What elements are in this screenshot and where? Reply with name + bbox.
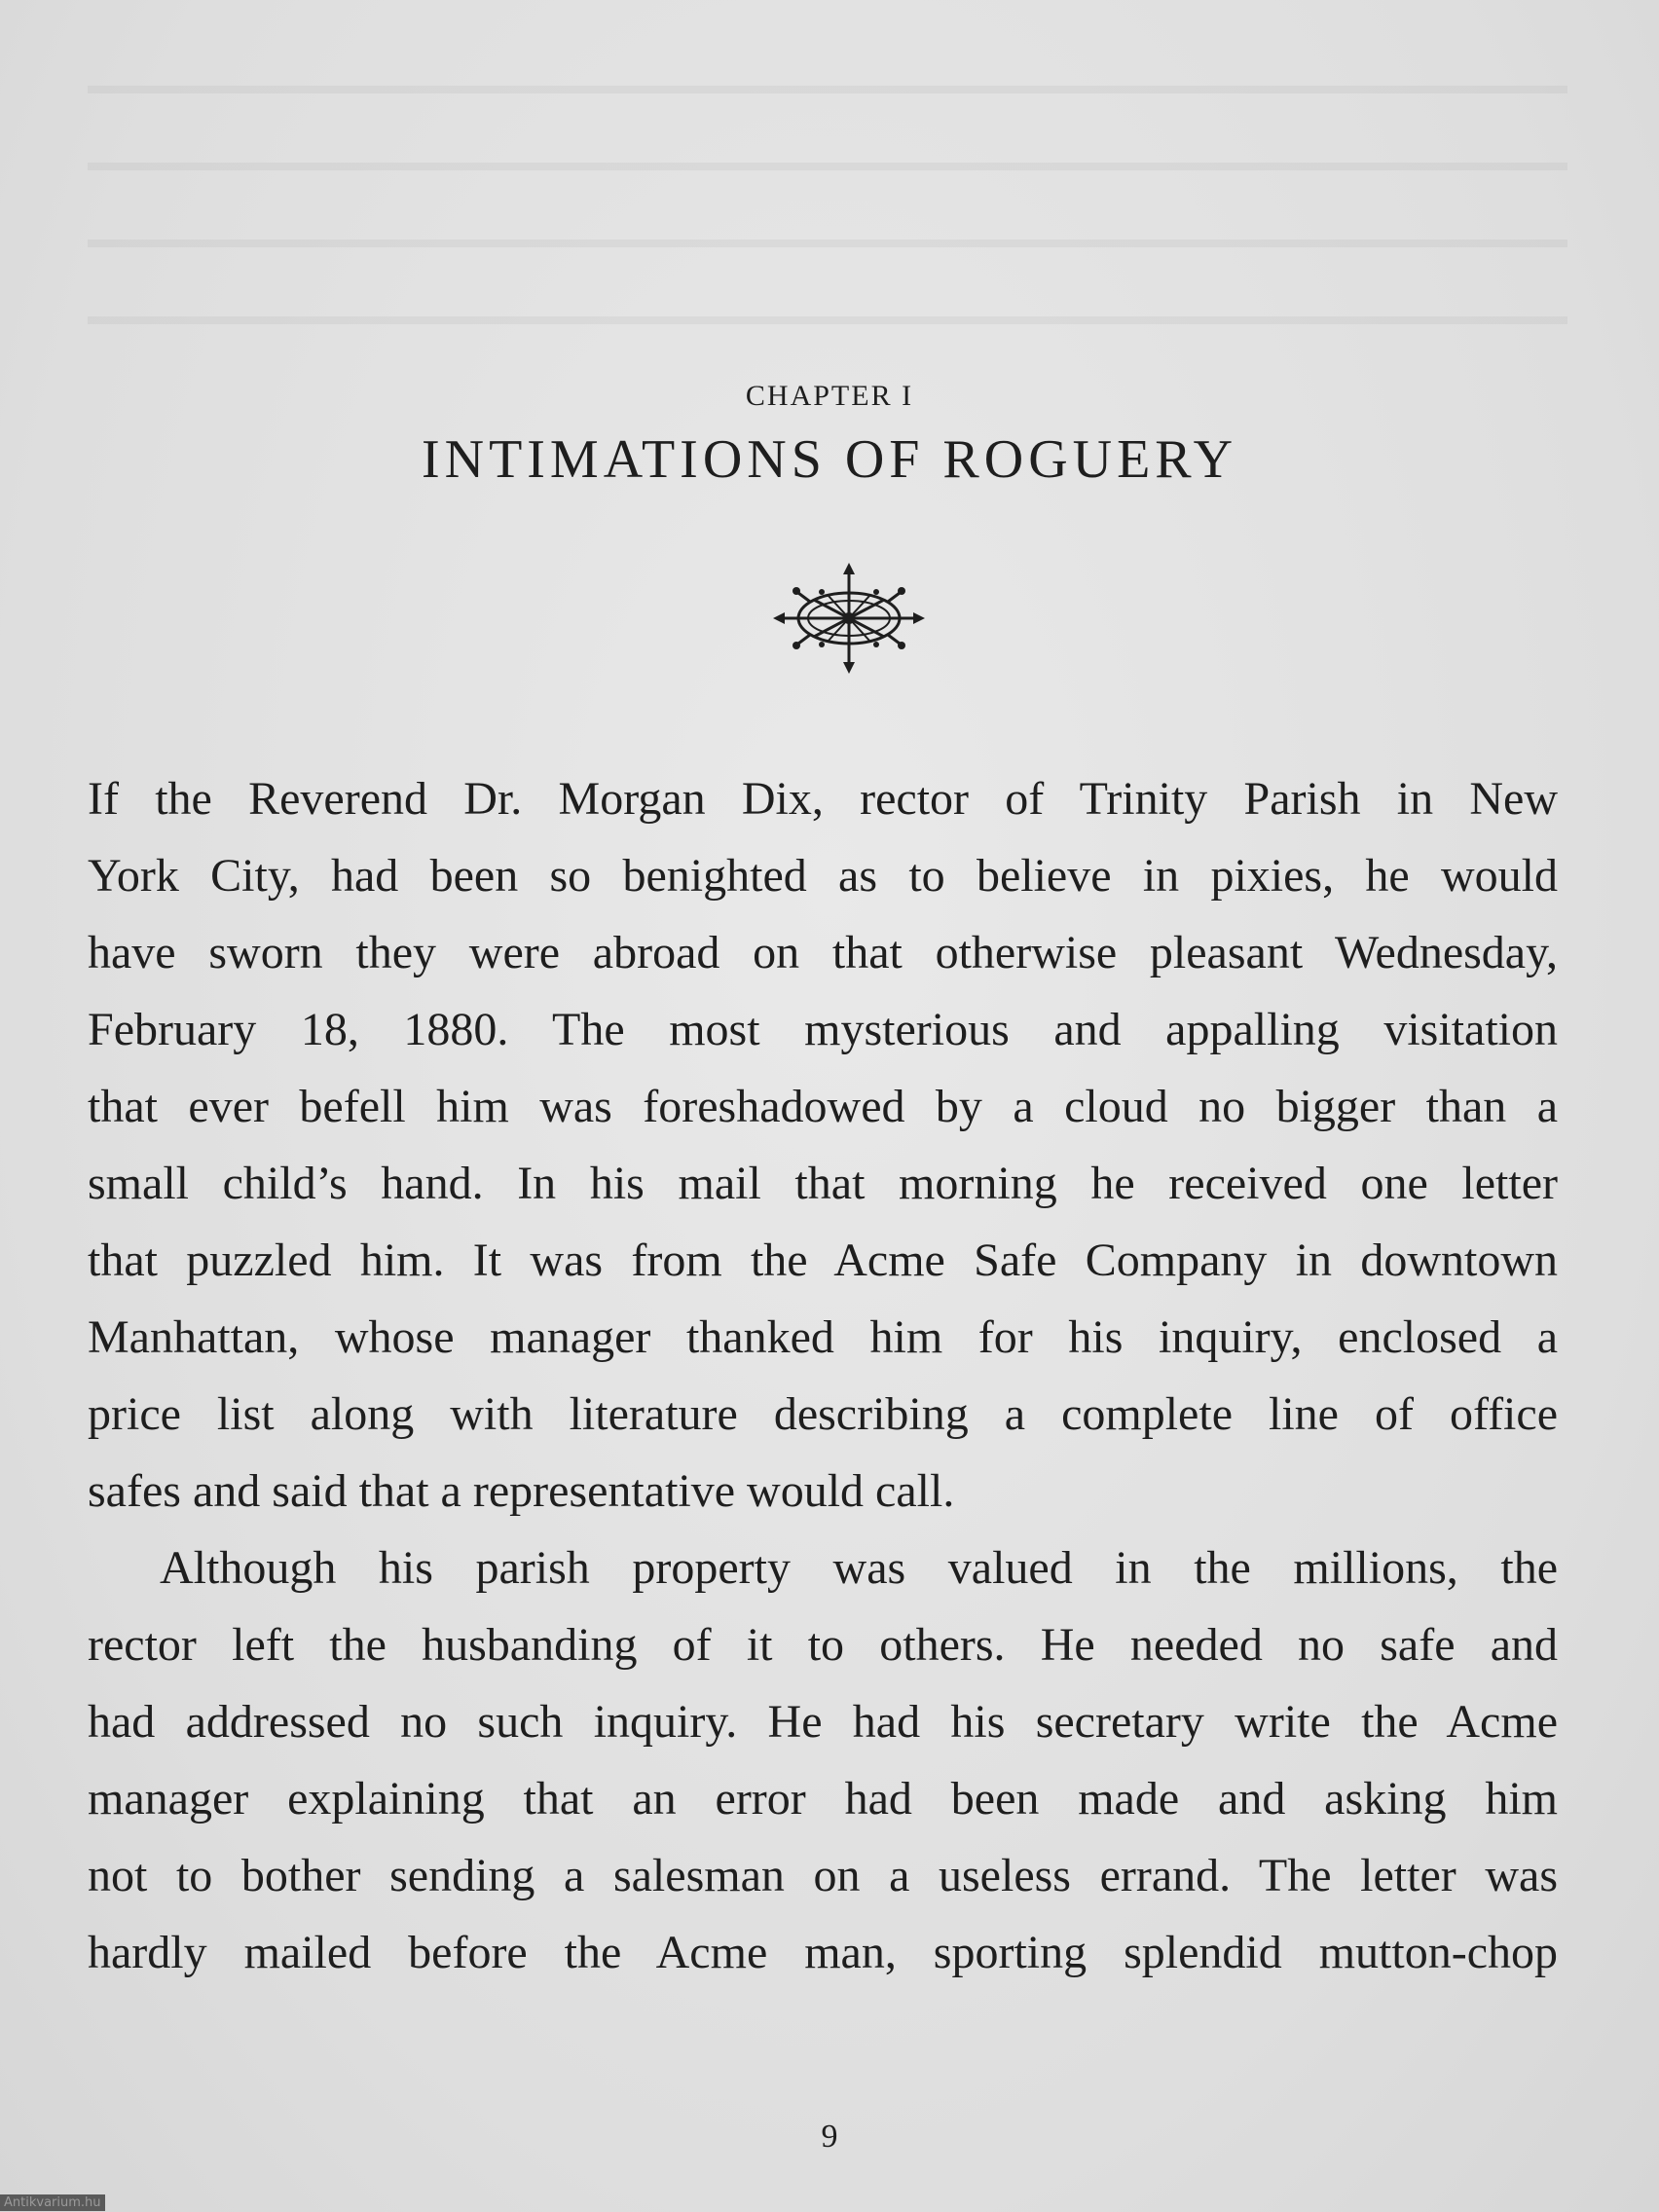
text-line: February 18, 1880. The most mysterious and appalling visitation bbox=[88, 1004, 1558, 1055]
text-line: If the Reverend Dr. Morgan Dix, rector of Trinity Parish in New bbox=[88, 773, 1558, 825]
bleed-through-text bbox=[88, 39, 1567, 380]
page-number: 9 bbox=[821, 2119, 838, 2155]
text-line: hardly mailed before the Acme man, sporting splendid mutton-chop bbox=[88, 1927, 1558, 1978]
text-line: had addressed no such inquiry. He had his secretary write the Acme bbox=[88, 1696, 1558, 1748]
watermark: Antikvarium.hu bbox=[0, 2194, 105, 2211]
text-line: not to bother sending a salesman on a useless errand. The letter was bbox=[88, 1850, 1558, 1901]
chapter-label: CHAPTER I bbox=[745, 380, 914, 412]
paragraph bbox=[88, 1530, 1558, 1991]
text-line: manager explaining that an error had been made and asking him bbox=[88, 1773, 1558, 1825]
text-line: that puzzled him. It was from the Acme Safe Company in downtown bbox=[88, 1235, 1558, 1286]
text-line: small child’s hand. In his mail that morning he received one letter bbox=[88, 1158, 1558, 1209]
text-line: York City, had been so benighted as to believe in pixies, he would bbox=[88, 850, 1558, 902]
chapter-body bbox=[88, 760, 1558, 1991]
text-line: that ever befell him was foreshadowed by a cloud no bigger than a bbox=[88, 1081, 1558, 1132]
text-line: Although his parish property was valued in the millions, the bbox=[160, 1542, 1558, 1594]
text-line: Manhattan, whose manager thanked him for his inquiry, enclosed a bbox=[88, 1311, 1558, 1363]
paragraph bbox=[88, 760, 1558, 1530]
text-line: safes and said that a representative would call. bbox=[88, 1465, 955, 1517]
chapter-title: INTIMATIONS OF ROGUERY bbox=[421, 429, 1238, 490]
text-line: price list along with literature describing a complete line of office bbox=[88, 1388, 1558, 1440]
text-line: rector left the husbanding of it to others. He needed no safe and bbox=[88, 1619, 1558, 1671]
compass-rose-ornament-icon bbox=[771, 563, 927, 674]
text-line: have sworn they were abroad on that otherwise pleasant Wednesday, bbox=[88, 927, 1558, 978]
